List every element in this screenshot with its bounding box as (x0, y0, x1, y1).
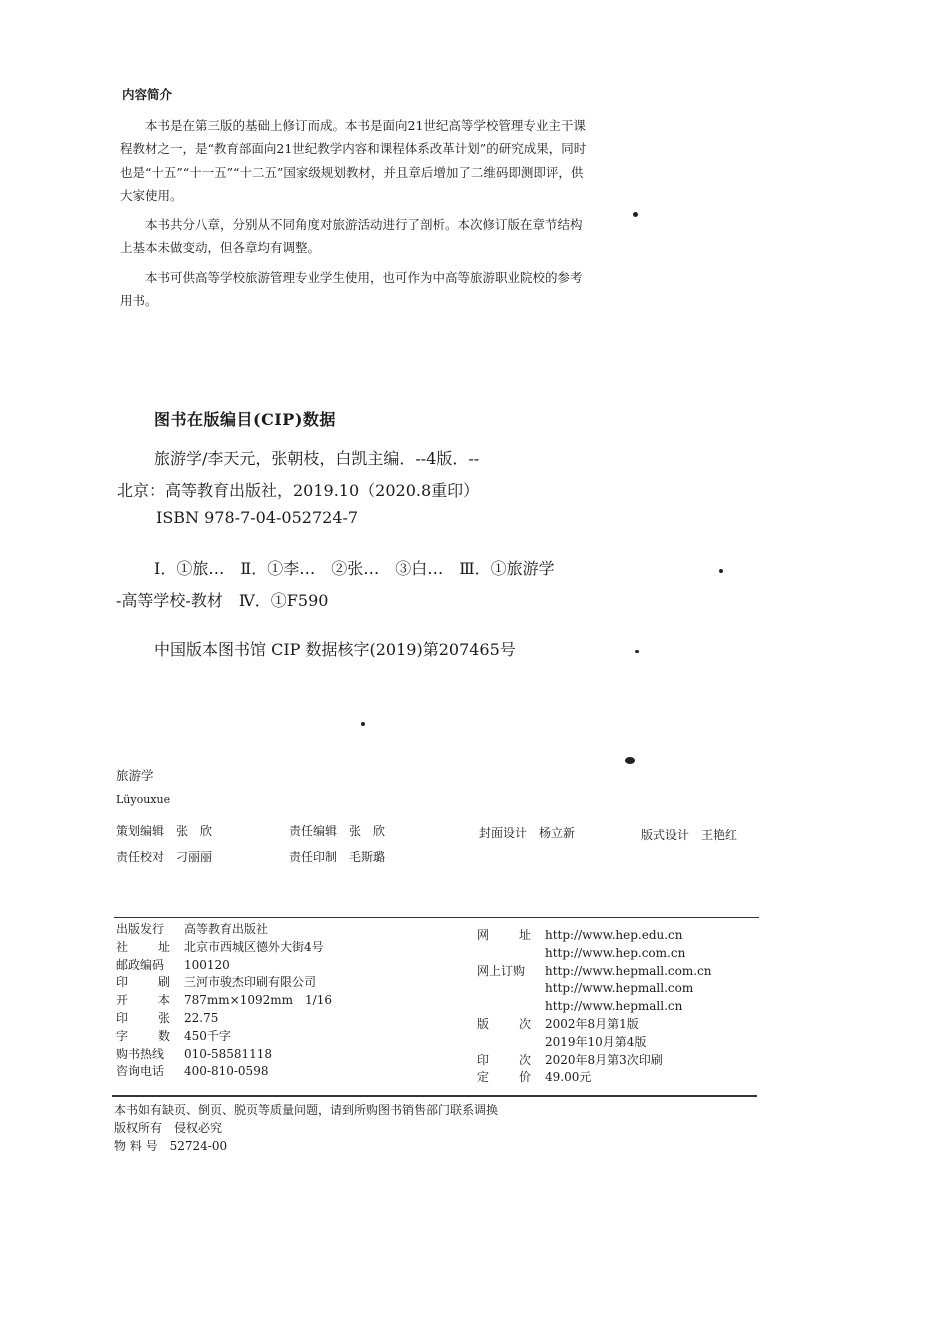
cip-title-line: 旅游学/李天元，张朝枝，白凯主编．--4版．-- (154, 449, 480, 468)
publication-row (477, 963, 712, 981)
publication-value: http://www.hep.edu.cn (545, 928, 683, 942)
publication-row (116, 957, 332, 975)
publication-row (477, 945, 712, 963)
publication-row (477, 1069, 712, 1087)
publication-value: 49.00元 (545, 1070, 592, 1085)
publication-value: 2020年8月第3次印刷 (545, 1052, 663, 1067)
publication-row (477, 927, 712, 945)
cip-publisher-line: 北京：高等教育出版社，2019.10（2020.8重印） (117, 481, 480, 500)
intro-paragraph-1: 本书是在第三版的基础上修订而成。本书是面向21世纪高等学校管理专业主干课程教材之一，是“教育部面向21世纪教学内容和课程体系改革计划”的研究成果，同时也是“十五”“十一五”“十二五”国家级规划教材，并且章后增加了二维码即测即评，供大家使用。 (120, 118, 587, 203)
publication-left-column (116, 921, 332, 1081)
publication-label: 出版发行 (116, 922, 165, 936)
publication-value: 北京市西城区德外大街4号 (184, 939, 324, 954)
publication-value: 010-58581118 (184, 1046, 273, 1061)
intro-paragraph-2: 本书共分八章，分别从不同角度对旅游活动进行了剖析。本次修订版在章节结构上基本未做变动，但各章均有调整。 (120, 217, 583, 256)
footer-quality-notice: 本书如有缺页、倒页、脱页等质量问题，请到所购图书销售部门联系调换 (114, 1103, 499, 1117)
publication-row (116, 1063, 332, 1081)
intro-paragraph-3: 本书可供高等学校旅游管理专业学生使用，也可作为中高等旅游职业院校的参考用书。 (120, 270, 583, 309)
publication-label (477, 980, 545, 998)
publication-label: 网址 (477, 928, 531, 942)
publication-value: 2019年10月第4版 (545, 1034, 647, 1049)
scan-speck (625, 757, 635, 764)
publication-row (116, 974, 332, 992)
credit-cover-design: 封面设计 杨立新 (479, 826, 576, 840)
publication-value: 450千字 (184, 1028, 231, 1043)
publication-row (477, 1034, 712, 1052)
publication-value: http://www.hepmall.com.cn (545, 963, 712, 978)
book-title-cn: 旅游学 (116, 768, 154, 783)
publication-value: 400-810-0598 (184, 1064, 269, 1079)
publication-row (116, 1028, 332, 1046)
publication-row (477, 1016, 712, 1034)
publication-value: http://www.hep.com.cn (545, 945, 686, 960)
publication-label (477, 998, 545, 1016)
publication-bottom-rule (112, 1095, 757, 1097)
publication-label: 版次 (477, 1016, 531, 1031)
scan-speck (361, 722, 365, 726)
publication-top-rule (114, 917, 759, 918)
publication-label: 购书热线 (116, 1046, 165, 1061)
publication-row (477, 998, 712, 1016)
publication-value: http://www.hepmall.com (545, 981, 694, 996)
publication-row (116, 992, 332, 1010)
publication-value: http://www.hepmall.cn (545, 999, 683, 1014)
cip-isbn: ISBN 978-7-04-052724-7 (156, 508, 359, 527)
credit-layout-design: 版式设计 王艳红 (641, 828, 738, 842)
publication-row (477, 1052, 712, 1070)
footer-rights: 版权所有 侵权必究 (114, 1121, 223, 1135)
footer-item-number: 物 料 号 52724-00 (114, 1139, 228, 1153)
publication-label: 开本 (116, 993, 170, 1008)
publication-row (116, 921, 332, 939)
publication-row (116, 1046, 332, 1064)
publication-label (477, 1034, 545, 1052)
credit-planning-editor: 策划编辑 张 欣 (116, 824, 213, 838)
publication-value: 787mm×1092mm 1/16 (184, 993, 332, 1008)
publication-right-column (477, 927, 712, 1087)
credit-print-supervisor: 责任印制 毛斯璐 (289, 850, 386, 864)
credit-proofreader: 责任校对 刁丽丽 (116, 850, 213, 864)
publication-value: 高等教育出版社 (184, 922, 269, 936)
intro-heading: 内容简介 (122, 87, 173, 102)
cip-heading: 图书在版编目(CIP)数据 (154, 410, 336, 429)
publication-label: 字数 (116, 1028, 170, 1043)
cip-classification-2: -高等学校-教材 Ⅳ．①F590 (116, 591, 329, 610)
publication-label: 印次 (477, 1052, 531, 1067)
publication-label (477, 945, 545, 963)
scan-speck (635, 650, 639, 653)
publication-label: 咨询电话 (116, 1064, 165, 1079)
publication-label: 社址 (116, 939, 170, 954)
publication-value: 22.75 (184, 1010, 219, 1025)
publication-value: 100120 (184, 957, 230, 972)
publication-row (116, 1010, 332, 1028)
scan-speck (633, 212, 638, 217)
publication-label: 网上订购 (477, 963, 526, 978)
book-title-pinyin: Lüyouxue (116, 793, 171, 806)
scan-speck (719, 569, 723, 573)
credit-responsible-editor: 责任编辑 张 欣 (289, 824, 386, 838)
cip-record-number: 中国版本图书馆 CIP 数据核字(2019)第207465号 (154, 640, 516, 659)
publication-row (477, 980, 712, 998)
cip-classification-1: Ⅰ．①旅… Ⅱ．①李… ②张… ③白… Ⅲ．①旅游学 (154, 559, 555, 578)
publication-label: 印刷 (116, 975, 170, 990)
publication-label: 印张 (116, 1010, 170, 1025)
publication-value: 三河市骏杰印刷有限公司 (184, 975, 317, 990)
publication-label: 邮政编码 (116, 957, 165, 972)
publication-row (116, 939, 332, 957)
publication-label: 定价 (477, 1070, 531, 1085)
publication-value: 2002年8月第1版 (545, 1016, 639, 1031)
